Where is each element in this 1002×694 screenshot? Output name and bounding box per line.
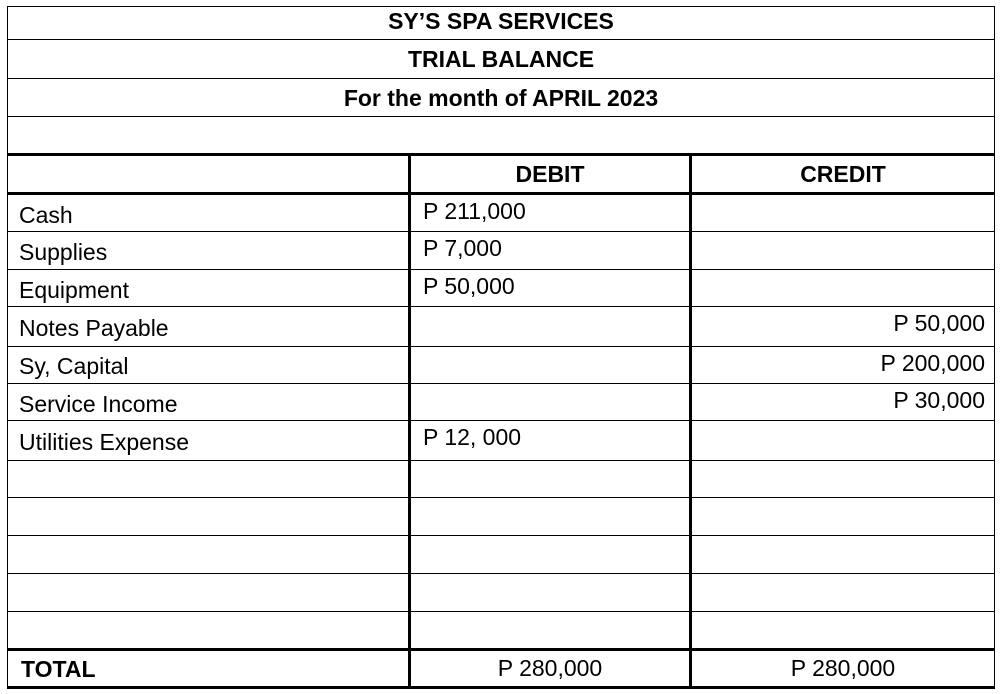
account-name: Cash	[19, 202, 73, 228]
company-name: SY’S SPA SERVICES	[388, 8, 614, 34]
rule	[7, 269, 995, 270]
rule	[7, 648, 995, 651]
account-name: Supplies	[19, 239, 108, 265]
rule	[7, 306, 995, 307]
rule	[7, 497, 995, 498]
column-header-debit: DEBIT	[515, 161, 585, 187]
report-title: TRIAL BALANCE	[407, 46, 595, 72]
trial-balance-sheet	[7, 0, 995, 689]
account-name: Utilities Expense	[19, 429, 190, 455]
rule	[7, 686, 995, 689]
rule	[7, 6, 995, 7]
divider-credit	[689, 154, 692, 689]
credit-amount: P 50,000	[893, 310, 985, 336]
rule	[7, 231, 995, 232]
rule	[7, 535, 995, 536]
rule	[7, 383, 995, 384]
divider-debit	[408, 154, 411, 689]
debit-amount: P 12, 000	[423, 424, 522, 450]
account-name: Sy, Capital	[19, 353, 129, 379]
rule	[7, 78, 995, 79]
total-debit: P 280,000	[497, 655, 603, 681]
account-name: Service Income	[19, 391, 178, 417]
rule	[7, 460, 995, 461]
rule	[7, 39, 995, 40]
credit-amount: P 200,000	[880, 350, 985, 376]
rule	[7, 116, 995, 117]
debit-amount: P 50,000	[423, 273, 515, 299]
debit-amount: P 211,000	[423, 198, 526, 224]
rule	[7, 420, 995, 421]
rule	[7, 611, 995, 612]
total-credit: P 280,000	[790, 655, 896, 681]
rule	[7, 153, 995, 156]
debit-amount: P 7,000	[423, 235, 502, 261]
rule	[7, 573, 995, 574]
rule	[7, 346, 995, 347]
credit-amount: P 30,000	[893, 387, 985, 413]
report-period: For the month of APRIL 2023	[343, 85, 659, 111]
column-header-credit: CREDIT	[800, 161, 886, 187]
account-name: Equipment	[19, 277, 129, 303]
rule	[7, 192, 995, 195]
account-name: Notes Payable	[19, 315, 169, 341]
total-label: TOTAL	[21, 656, 96, 682]
